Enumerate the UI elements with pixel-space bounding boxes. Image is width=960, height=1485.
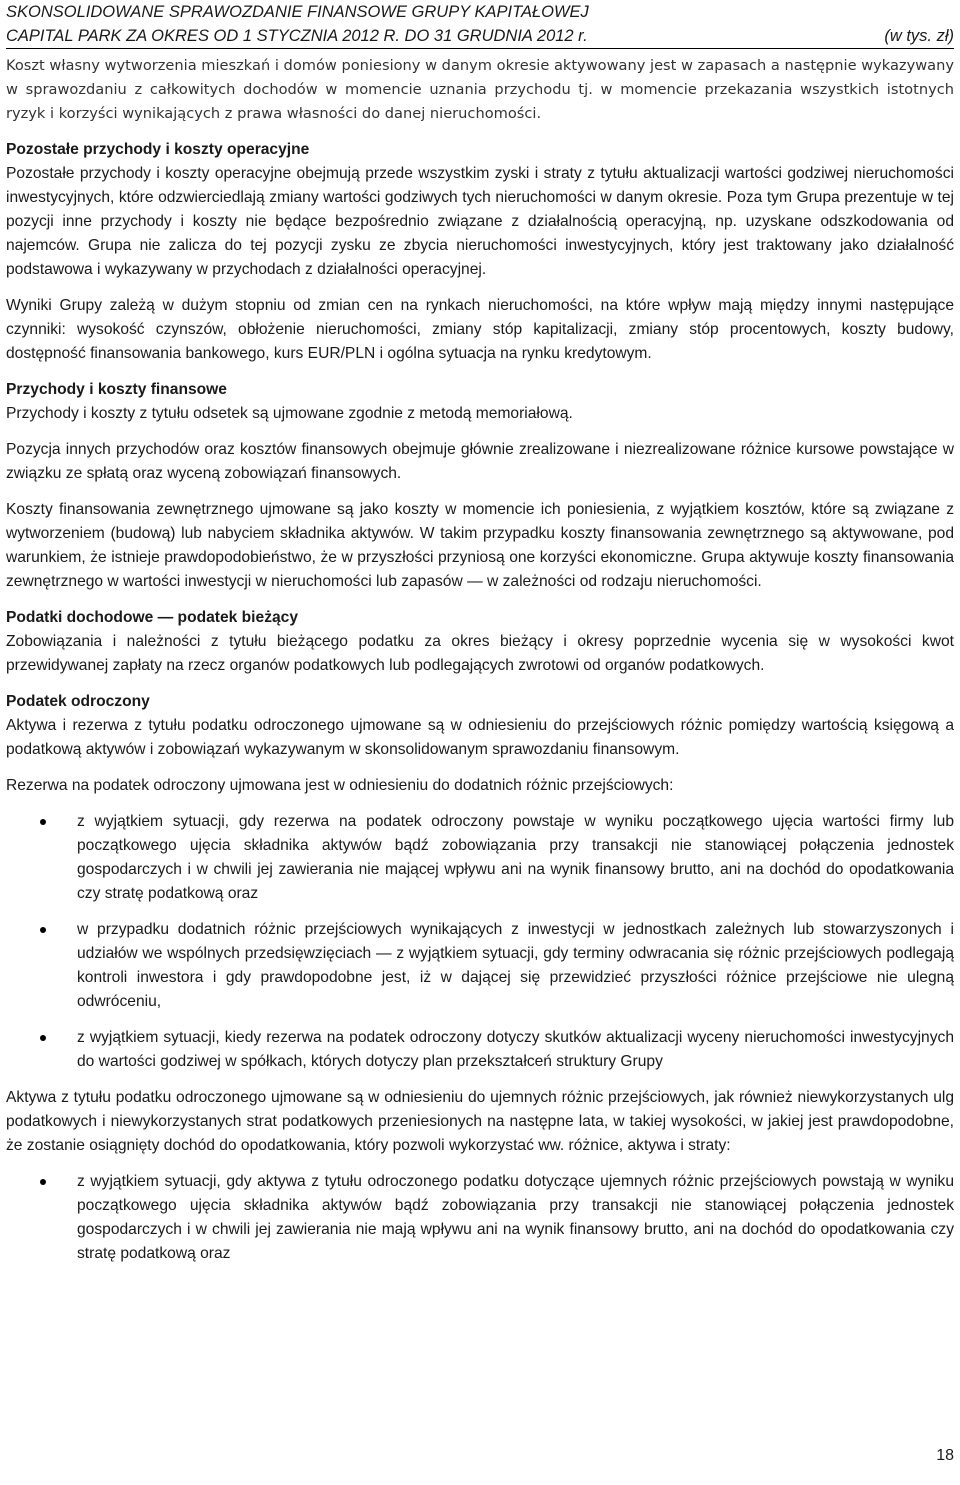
list-item-text: w przypadku dodatnich różnic przejściowych wynikających z inwestycji w jednostkach zależnych lub stowarzyszonych i udziałów we wspólnych przedsięwzięciach — z wyjątkiem sytuacji, gdy terminy odwracania się różnic przejściowych podlegają kontroli inwestora i gdy prawdopodobne jest, iż w dającej się przewidzieć przyszłości różnice przejściowe nie ulegną odwróceniu, — [77, 921, 954, 1010]
bullet-icon — [40, 927, 46, 933]
page-content — [6, 54, 954, 1278]
header-currency-unit: (w tys. zł) — [884, 27, 954, 45]
heading-other-operating: Pozostałe przychody i koszty operacyjne — [6, 141, 310, 158]
bullet-icon — [40, 819, 46, 825]
paragraph-current-tax: Zobowiązania i należności z tytułu bieżącego podatku za okres bieżący i okresy poprzednie wycenia się w wysokości kwot przewidywanej zapłaty na rzecz organów podatkowych lub podlegających zwrotowi od organów podatkowych. — [6, 633, 954, 674]
paragraph-deferred-tax-2: Rezerwa na podatek odroczony ujmowana jest w odniesieniu do dodatnich różnic przejściowych: — [6, 777, 674, 794]
list-item — [6, 1170, 954, 1266]
paragraph-financial-2: Pozycja innych przychodów oraz kosztów finansowych obejmuje głównie zrealizowane i niezrealizowane różnice kursowe powstające w związku ze spłatą oraz wyceną zobowiązań finansowych. — [6, 441, 954, 482]
page-header — [6, 0, 954, 49]
list-item-text: z wyjątkiem sytuacji, gdy aktywa z tytułu odroczonego podatku dotyczące ujemnych różnic przejściowych powstają w wyniku początkowego ujęcia składnika aktywów bądź zobowiązania przy transakcji nie stanowiącej połączenia jednostek gospodarczych i w chwili jej zawierania nie mają wpływu ani na wynik finansowy brutto, ani na dochód do opodatkowania czy stratę podatkową oraz — [77, 1173, 954, 1262]
paragraph-deferred-tax-3: Aktywa z tytułu podatku odroczonego ujmowane są w odniesieniu do ujemnych różnic przejściowych, jak również niewykorzystanych ulg podatkowych i niewykorzystanych strat podatkowych przeniesionych na następne lata, w takiej wysokości, w jakiej jest prawdopodobne, że zostanie osiągnięty dochód do opodatkowania, który pozwoli wykorzystać ww. różnice, aktywa i straty: — [6, 1089, 954, 1154]
header-title-line-2: CAPITAL PARK ZA OKRES OD 1 STYCZNIA 2012 R. DO 31 GRUDNIA 2012 r. — [6, 27, 588, 45]
list-item — [6, 918, 954, 1014]
bullet-icon — [40, 1035, 46, 1041]
heading-financial: Przychody i koszty finansowe — [6, 381, 227, 398]
paragraph-other-operating-1: Pozostałe przychody i koszty operacyjne obejmują przede wszystkim zyski i straty z tytułu aktualizacji wartości godziwej nieruchomości inwestycyjnych, które odzwierciedlają zmiany wartości godziwych tych nieruchomości w danym okresie. Poza tym Grupa prezentuje w tej pozycji inne przychody i koszty nie będące bezpośrednio związane z działalnością operacyjną, np. uzyskane odszkodowania od najemców. Grupa nie zalicza do tej pozycji zysku ze zbycia nieruchomości inwestycyjnych, który jest traktowany jako działalność podstawowa i wykazywany w przychodach z działalności operacyjnej. — [6, 165, 954, 278]
heading-deferred-tax: Podatek odroczony — [6, 693, 150, 710]
heading-current-tax: Podatki dochodowe — podatek bieżący — [6, 609, 299, 626]
header-title-line-1: SKONSOLIDOWANE SPRAWOZDANIE FINANSOWE GRUPY KAPITAŁOWEJ — [6, 3, 589, 21]
deferred-tax-liability-list — [6, 810, 954, 1074]
paragraph-deferred-tax-1: Aktywa i rezerwa z tytułu podatku odroczonego ujmowane są w odniesieniu do przejściowych różnic pomiędzy wartością księgową a podatkową aktywów i zobowiązań wykazywanym w skonsolidowanym sprawozdaniu finansowym. — [6, 717, 954, 758]
deferred-tax-asset-list — [6, 1170, 954, 1266]
paragraph-cost-of-production: Koszt własny wytworzenia mieszkań i domów poniesiony w danym okresie aktywowany jest w zapasach a następnie wykazywany w sprawozdaniu z całkowitych dochodów w momencie uznania przychodu tj. w momencie przekazania wszystkich istotnych ryzyk i korzyści wynikających z prawa własności do danej nieruchomości. — [6, 57, 954, 122]
paragraph-financial-3: Koszty finansowania zewnętrznego ujmowane są jako koszty w momencie ich poniesienia, z wyjątkiem kosztów, które są związane z wytworzeniem (budową) lub nabyciem składnika aktywów. W takim przypadku koszty finansowania zewnętrznego są aktywowane, pod warunkiem, że istnieje prawdopodobieństwo, że w przyszłości przyniosą one korzyści ekonomiczne. Grupa aktywuje koszty finansowania zewnętrznego w wartości inwestycji w nieruchomości lub zapasów — w zależności od rodzaju nieruchomości. — [6, 501, 954, 590]
list-item — [6, 810, 954, 906]
paragraph-other-operating-2: Wyniki Grupy zależą w dużym stopniu od zmian cen na rynkach nieruchomości, na które wpływ mają między innymi następujące czynniki: wysokość czynszów, obłożenie nieruchomości, zmiany stóp kapitalizacji, zmiany stóp procentowych, koszty budowy, dostępność finansowania bankowego, kurs EUR/PLN i ogólna sytuacja na rynku kredytowym. — [6, 297, 954, 362]
list-item-text: z wyjątkiem sytuacji, gdy rezerwa na podatek odroczony powstaje w wyniku początkowego ujęcia wartości firmy lub początkowego ujęcia składnika aktywów bądź zobowiązania przy transakcji nie stanowiącej połączenia jednostek gospodarczych i w chwili jej zawierania nie mającej wpływu ani na wynik finansowy brutto, ani na dochód do opodatkowania czy stratę podatkową oraz — [77, 813, 954, 902]
list-item-text: z wyjątkiem sytuacji, kiedy rezerwa na podatek odroczony dotyczy skutków aktualizacji wyceny nieruchomości inwestycyjnych do wartości godziwej w spółkach, których dotyczy plan przekształceń struktury Grupy — [77, 1029, 954, 1070]
bullet-icon — [40, 1179, 46, 1185]
list-item — [6, 1026, 954, 1074]
paragraph-financial-1: Przychody i koszty z tytułu odsetek są ujmowane zgodnie z metodą memoriałową. — [6, 405, 573, 422]
page-number: 18 — [936, 1447, 954, 1464]
